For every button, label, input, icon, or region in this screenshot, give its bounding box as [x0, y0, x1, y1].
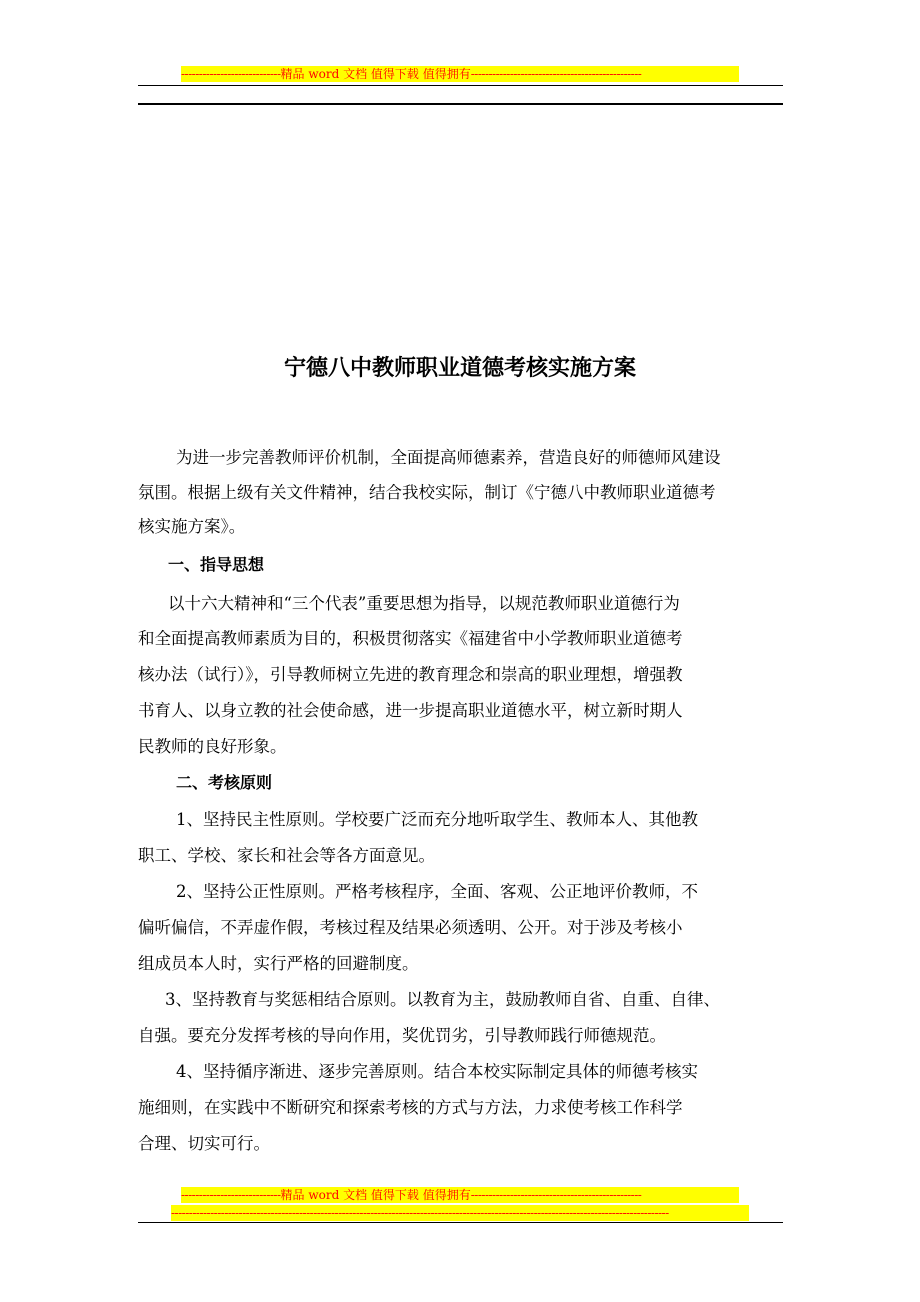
footer-dash-line: --------------------------------------------------------------------------------------------------------------------------------------------	[171, 1206, 669, 1220]
section-1-line-1: 以十六大精神和“三个代表”重要思想为指导，以规范教师职业道德行为	[168, 594, 680, 613]
header-rule-thin	[138, 85, 783, 86]
section-1-line-2: 和全面提高教师素质为目的，积极贯彻落实《福建省中小学教师职业道德考	[138, 629, 683, 648]
section-1-line-4: 书育人、以身立教的社会使命感，进一步提高职业道德水平，树立新时期人	[138, 701, 683, 720]
principle-2-line-1: 2、坚持公正性原则。严格考核程序，全面、客观、公正地评价教师，不	[176, 882, 698, 901]
header-rule-thick	[138, 103, 783, 105]
principle-4-line-3: 合理、切实可行。	[138, 1134, 270, 1153]
header-banner-text: 精品 word 文档 值得下载 值得拥有	[280, 67, 471, 81]
footer-dash-strip	[171, 1205, 749, 1221]
intro-line-3: 核实施方案》。	[138, 517, 246, 536]
footer-rule	[138, 1222, 783, 1223]
footer-banner	[181, 1187, 739, 1203]
principle-3-line-2: 自强。要充分发挥考核的导向作用，奖优罚劣，引导教师践行师德规范。	[138, 1026, 666, 1045]
header-banner-left-dashes: ----------------------------	[181, 67, 281, 81]
intro-line-1: 为进一步完善教师评价机制，全面提高师德素养，营造良好的师德师风建设	[176, 448, 721, 467]
section-2-heading: 二、考核原则	[176, 773, 273, 792]
section-1-line-3: 核办法（试行）》，引导教师树立先进的教育理念和崇高的职业理想，增强教	[138, 665, 683, 684]
principle-3-line-1: 3、坚持教育与奖惩相结合原则。以教育为主，鼓励教师自省、自重、自律、	[165, 990, 720, 1009]
footer-banner-right-dashes: ------------------------------------------------	[470, 1188, 642, 1202]
principle-1-line-2: 职工、学校、家长和社会等各方面意见。	[138, 846, 435, 865]
principle-2-line-2: 偏听偏信，不弄虚作假，考核过程及结果必须透明、公开。对于涉及考核小	[138, 918, 683, 937]
principle-4-line-2: 施细则，在实践中不断研究和探索考核的方式与方法，力求使考核工作科学	[138, 1098, 683, 1117]
principle-1-line-1: 1、坚持民主性原则。学校要广泛而充分地听取学生、教师本人、其他教	[176, 810, 698, 829]
intro-line-2: 氛围。根据上级有关文件精神，结合我校实际，制订《宁德八中教师职业道德考	[138, 483, 716, 502]
document-title: 宁德八中教师职业道德考核实施方案	[283, 356, 636, 381]
footer-banner-text: 精品 word 文档 值得下载 值得拥有	[280, 1188, 471, 1202]
principle-4-line-1: 4、坚持循序渐进、逐步完善原则。结合本校实际制定具体的师德考核实	[176, 1062, 698, 1081]
section-1-heading: 一、指导思想	[168, 555, 265, 574]
header-banner	[181, 66, 739, 82]
footer-banner-left-dashes: ----------------------------	[181, 1188, 281, 1202]
section-1-line-5: 民教师的良好形象。	[138, 737, 287, 756]
principle-2-line-3: 组成员本人时，实行严格的回避制度。	[138, 954, 419, 973]
header-banner-right-dashes: ------------------------------------------------	[470, 67, 642, 81]
